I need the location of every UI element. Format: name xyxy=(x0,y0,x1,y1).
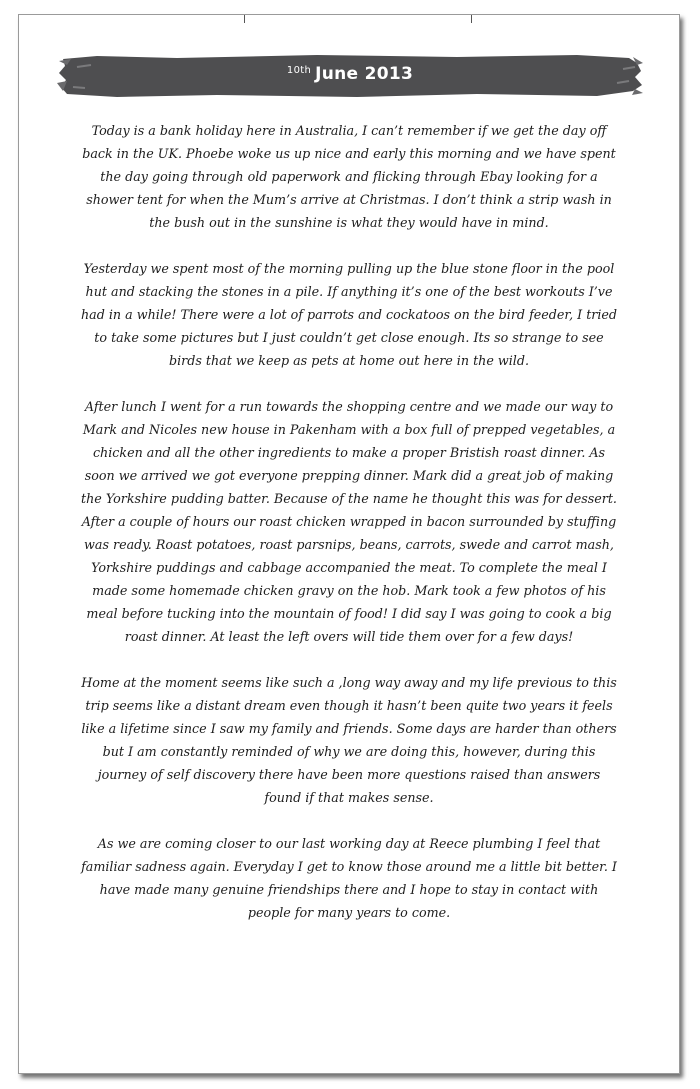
entry-paragraph: Yesterday we spent most of the morning pulling up the blue stone floor in the pool hut and stacking the stones in a pile. If anything it’s one of the best workouts I’ve had in a while! There were a lot of parrots and cockatoos on the bird feeder, I tried to take some pictures but I just couldn’t get close enough. Its so strange to see birds that we keep as pets at home out here in the wild. xyxy=(80,261,618,368)
journal-page xyxy=(18,14,680,1074)
date-month-year: June 2013 xyxy=(315,64,414,84)
journal-entry-body xyxy=(79,119,619,947)
entry-paragraph: As we are coming closer to our last working day at Reece plumbing I feel that familiar sadness again. Everyday I get to know those around me a little bit better. I have made many genuine friendships there and I hope to stay in contact with people for many years to come. xyxy=(81,836,617,920)
page-crop-mark xyxy=(244,15,245,23)
entry-paragraph: Home at the moment seems like such a ,long way away and my life previous to this trip seems like a distant dream even though it hasn’t been quite two years it feels like a lifetime since I saw my family and friends. Some days are harder than others but I am constantly reminded of why we are doing this, however, during this journey of self discovery there have been more questions raised than answers found if that makes sense. xyxy=(81,675,617,805)
entry-paragraph: Today is a bank holiday here in Australia, I can’t remember if we get the day off back in the UK. Phoebe woke us up nice and early this morning and we have spent the day going through old paperwork and flicking through Ebay looking for a shower tent for when the Mum’s arrive at Christmas. I don’t think a strip wash in the bush out in the sunshine is what they would have in mind. xyxy=(82,123,616,230)
date-suffix: th xyxy=(300,65,312,76)
entry-paragraph: After lunch I went for a run towards the shopping centre and we made our way to Mark and Nicoles new house in Pakenham with a box full of prepped vegetables, a chicken and all the other ingredients to make a proper Bristish roast dinner. As soon we arrived we got everyone prepping dinner. Mark did a great job of making the Yorkshire pudding batter. Because of the name he thought this was for dessert. After a couple of hours our roast chicken wrapped in bacon surrounded by stuffing was ready. Roast potatoes, roast parsnips, beans, carrots, swede and carrot mash, Yorkshire puddings and cabbage accompanied the meat. To complete the meal I made some homemade chicken gravy on the hob. Mark took a few photos of his meal before tucking into the mountain of food! I did say I was going to cook a big roast dinner. At least the left overs will tide them over for a few days! xyxy=(81,399,617,644)
page-crop-mark xyxy=(471,15,472,23)
date-header-bar xyxy=(57,53,643,99)
entry-date xyxy=(57,64,643,84)
date-day: 10 xyxy=(286,65,301,76)
